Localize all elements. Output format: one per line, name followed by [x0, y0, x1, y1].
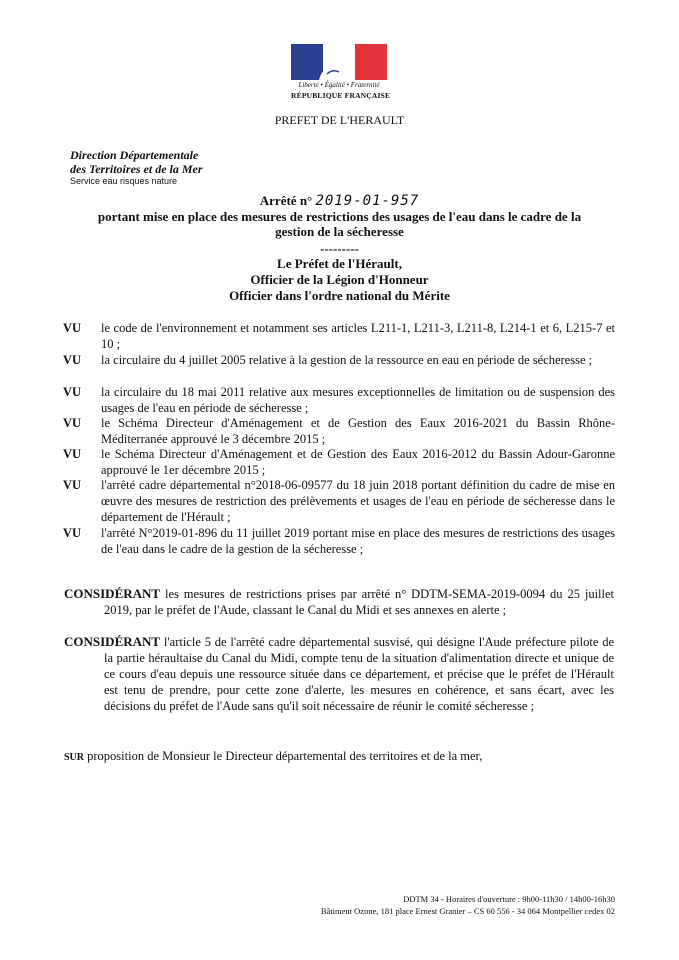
vu-text: l'arrêté cadre départemental n°2018-06-09577 du 18 juin 2018 portant définition du cadre de mise en œuvre des mesures de restriction des prélèvements et usages de l'eau en période de sécheresse dans le département de l'Hérault ; — [101, 478, 615, 524]
sur-label: SUR — [64, 752, 85, 763]
prefet-header: PREFET DE L'HERAULT — [274, 113, 405, 127]
prefet-title-line-2: Officier de la Légion d'Honneur — [250, 272, 429, 287]
prefet-title-line-1: Le Préfet de l'Hérault, — [277, 256, 402, 271]
vu-text: l'arrêté N°2019-01-896 du 11 juillet 2019 portant mise en place des mesures de restrictions des usages de l'eau dans le cadre de la gestion de la sécheresse ; — [101, 526, 615, 556]
separator: --------- — [320, 241, 359, 256]
prefet-titles — [0, 256, 679, 304]
vu-item — [63, 525, 615, 557]
considerant-item — [64, 634, 614, 714]
arrete-label: Arrêté n° — [259, 193, 313, 208]
considerant-text: l'article 5 de l'arrêté cadre départemental susvisé, qui désigne l'Aude préfecture pilote de la partie héraultaise du Canal du Midi, compte tenu de la situation d'alimentation directe et unique de ce cours d'eau depuis une ressource située dans ce département, et précise que le préfet de l'Hérault est tenu de prendre, pour cette zone d'alerte, les mesures en cohérence, et sans écart, avec les décisions du préfet de l'Aude sans qu'il soit nécessaire de réunir le comité sécheresse ; — [104, 635, 615, 713]
arrete-subject: portant mise en place des mesures de restrictions des usages de l'eau dans le cadre de la gestion de la sécheresse — [97, 209, 582, 239]
considerant-text: les mesures de restrictions prises par arrêté n° DDTM-SEMA-2019-0094 du 25 juillet 2019, par le préfet de l'Aude, classant le Canal du Midi et ses annexes en alerte ; — [104, 587, 615, 617]
vu-item — [63, 477, 615, 525]
vu-label: VU — [63, 526, 82, 540]
arrete-title — [0, 193, 679, 209]
vu-text: la circulaire du 4 juillet 2005 relative à la gestion de la ressource en eau en période de sécheresse ; — [101, 353, 593, 367]
prefet-title-line-3: Officier dans l'ordre national du Mérite — [229, 288, 450, 303]
vu-item — [63, 415, 615, 447]
vu-label: VU — [63, 447, 82, 461]
vu-item — [63, 384, 615, 416]
footer-hours: DDTM 34 - Horaires d'ouverture : 9h00-11h30 / 14h00-16h30 — [403, 894, 615, 904]
marianne-profile-icon — [305, 50, 365, 80]
arrete-number: 2019-01-957 — [315, 193, 420, 209]
vu-item — [63, 320, 615, 352]
sur-text: proposition de Monsieur le Directeur départemental des territoires et de la mer, — [87, 749, 483, 763]
direction-name — [70, 148, 203, 176]
marianne-logo — [291, 44, 391, 102]
vu-item — [63, 352, 615, 368]
considerant-item — [64, 586, 614, 618]
vu-text: le Schéma Directeur d'Aménagement et de Gestion des Eaux 2016-2012 du Bassin Adour-Garonne approuvé le 1er décembre 2015 ; — [101, 447, 615, 477]
vu-label: VU — [63, 353, 82, 367]
vu-text: le code de l'environnement et notamment ses articles L211-1, L211-3, L211-8, L214-1 et 6, L215-7 et 10 ; — [101, 321, 615, 351]
republic-motto: Liberté • Égalité • Fraternité — [298, 81, 380, 89]
vu-label: VU — [63, 416, 82, 430]
vu-label: VU — [63, 321, 82, 335]
vu-text: le Schéma Directeur d'Aménagement et de Gestion des Eaux 2016-2021 du Bassin Rhône-Méditerranée approuvé le 3 décembre 2015 ; — [101, 416, 615, 446]
considerant-label: CONSIDÉRANT — [64, 586, 161, 601]
direction-line-2: des Territoires et de la Mer — [70, 162, 203, 176]
sur-proposition — [64, 748, 614, 766]
vu-label: VU — [63, 385, 82, 399]
considerant-label: CONSIDÉRANT — [64, 634, 161, 649]
service-name: Service eau risques nature — [70, 176, 178, 186]
vu-label: VU — [63, 478, 82, 492]
vu-item — [63, 446, 615, 478]
republic-name: RÉPUBLIQUE FRANÇAISE — [291, 91, 391, 100]
direction-line-1: Direction Départementale — [70, 148, 199, 162]
vu-text: la circulaire du 18 mai 2011 relative aux mesures exceptionnelles de limitation ou de suspension des usages de l'eau en période de sécheresse ; — [101, 385, 615, 415]
footer-address: Bâtiment Ozone, 181 place Ernest Granier – CS 60 556 - 34 064 Montpellier cedex 02 — [320, 906, 615, 916]
